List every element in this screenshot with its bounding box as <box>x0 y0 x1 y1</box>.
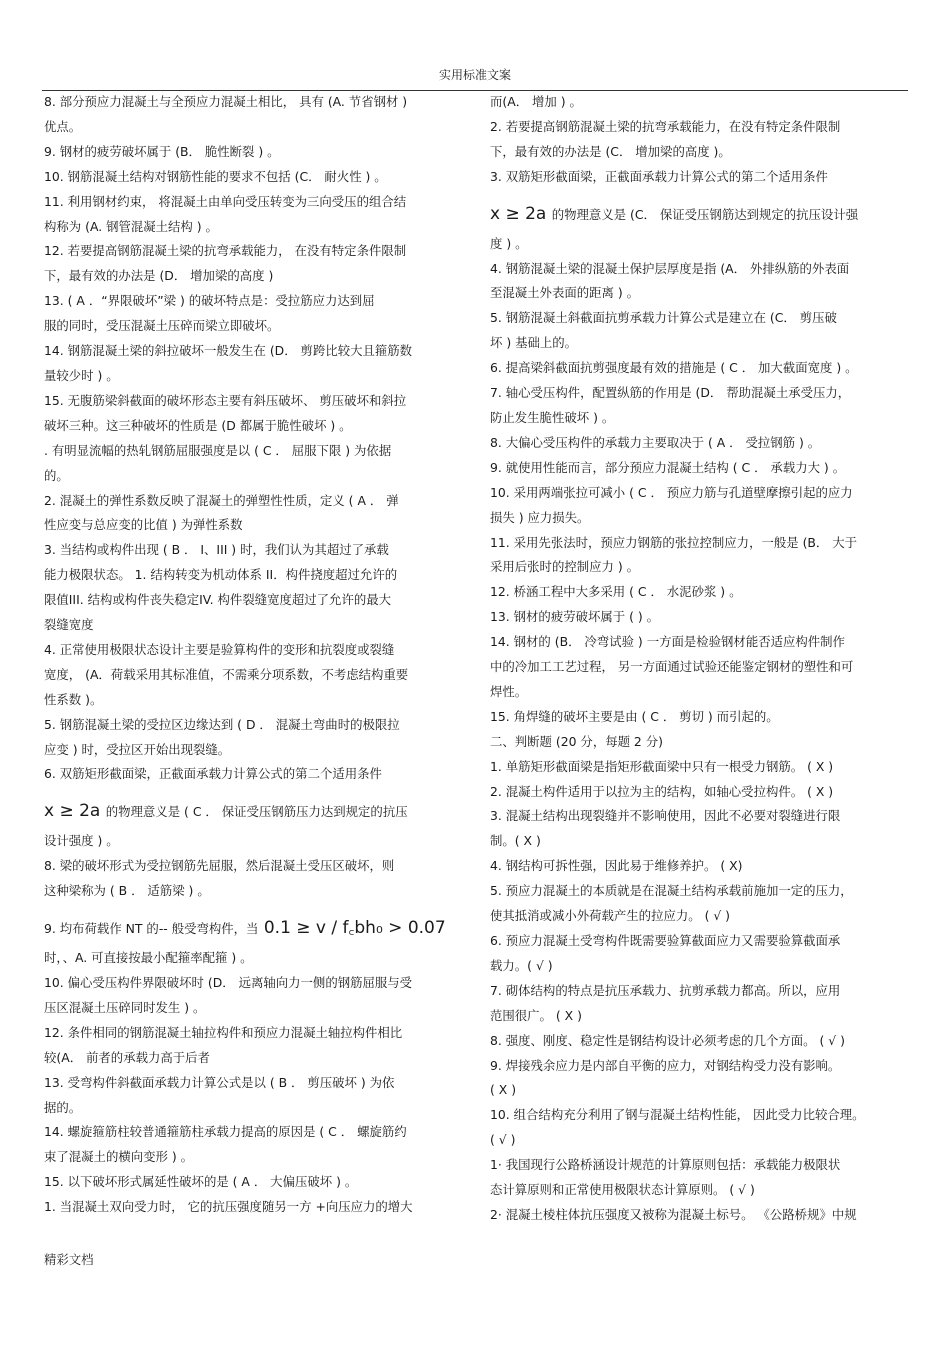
text-line: 11. 采用先张法时，预应力钢筋的张拉控制应力，一般是 (B． 大于 <box>490 534 858 550</box>
text-line: 4. 钢筋混凝土梁的混凝土保护层厚度是指 (A． 外排纵筋的外表面 <box>490 260 850 276</box>
formula-text: 的物理意义是 (C． 保证受压钢筋达到规定的抗压设计强 <box>551 206 859 222</box>
text-line: 量较少时 ) 。 <box>44 367 119 383</box>
text-line: 14. 螺旋箍筋柱较普通箍筋柱承载力提高的原因是 ( C ． 螺旋筋约 <box>44 1124 407 1140</box>
text-line: 焊性。 <box>490 683 528 699</box>
text-line: 2. 若要提高钢筋混凝土梁的抗弯承载能力，在没有特定条件限制 <box>490 118 841 134</box>
text-line: 7. 轴心受压构件，配置纵筋的作用是 (D． 帮助混凝土承受压力， <box>490 385 851 401</box>
text-line: 7. 砌体结构的特点是抗压承载力、抗剪承载力都高。所以，应用 <box>490 982 841 998</box>
formula-expression: x ≥ 2a <box>490 203 547 224</box>
text-line: 宽度， (A．荷载采用其标准值，不需乘分项系数，不考虑结构重要 <box>44 666 409 682</box>
text-line: 8. 梁的破坏形式为受拉钢筋先屈服，然后混凝土受压区破坏，则 <box>44 858 395 874</box>
text-line: 6. 预应力混凝土受弯构件既需要验算截面应力又需要验算截面承 <box>490 933 841 948</box>
text-line: 二、判断题 (20 分，每题 2 分) <box>490 733 663 749</box>
text-line: 1· 我国现行公路桥涵设计规范的计算原则包括：承载能力极限状 <box>490 1157 841 1173</box>
text-line: 13. ( A ．“界限破坏”梁 ) 的破坏特点是：受拉筋应力达到屈 <box>44 293 375 309</box>
text-line: 而(A． 增加 ) 。 <box>490 94 582 109</box>
text-line: 14. 钢材的 (B． 冷弯试验 ) 一方面是检验钢材能否适应构件制作 <box>490 634 845 650</box>
text-line: ( X ) <box>490 1082 517 1098</box>
text-line: 14. 钢筋混凝土梁的斜拉破坏一般发生在 (D． 剪跨比较大且箍筋数 <box>44 343 413 359</box>
text-line: 压区混凝土压碎同时发生 ) 。 <box>44 999 206 1015</box>
text-line: 12. 若要提高钢筋混凝土梁的抗弯承载能力， 在没有特定条件限制 <box>44 243 407 259</box>
text-line: 2. 混凝土的弹性系数反映了混凝土的弹塑性性质，定义 ( A ． 弹 <box>44 492 399 508</box>
text-line: 性应变与总应变的比值 ) 为弹性系数 <box>44 517 243 533</box>
text-line: ( √ ) <box>490 1132 516 1148</box>
text-line: 束了混凝土的横向变形 ) 。 <box>44 1149 194 1165</box>
text-line: 至混凝土外表面的距离 ) 。 <box>490 285 640 301</box>
text-line: 6. 提高梁斜截面抗剪强度最有效的措施是 ( C ． 加大截面宽度 ) 。 <box>490 360 858 376</box>
text-line: 8. 大偏心受压构件的承载力主要取决于 ( A ． 受拉钢筋 ) 。 <box>490 434 821 450</box>
text-line: 性系数 )。 <box>44 691 103 707</box>
right-column <box>490 90 910 1228</box>
text-line: 8. 部分预应力混凝土与全预应力混凝土相比， 具有 (A. 节省钢材 ) <box>44 94 408 109</box>
text-line: 10. 钢筋混凝土结构对钢筋性能的要求不包括 (C． 耐火性 ) 。 <box>44 168 387 184</box>
formula-text: 的物理意义是 ( C ． 保证受压钢筋压力达到规定的抗压 <box>105 804 408 820</box>
text-line: 12. 条件相同的钢筋混凝土轴拉构件和预应力混凝土轴拉构件相比 <box>44 1024 403 1040</box>
text-line: 据的。 <box>44 1099 82 1115</box>
text-line: 8. 强度、刚度、稳定性是钢结构设计必须考虑的几个方面。 ( √ ) <box>490 1032 845 1048</box>
text-line: 坏 ) 基础上的。 <box>490 335 578 351</box>
text-line: 的。 <box>44 467 69 483</box>
text-line: 限值III. 结构或构件丧失稳定IV. 构件裂缝宽度超过了允许的最大 <box>44 592 392 608</box>
text-line: 优点。 <box>44 118 82 134</box>
text-line: 3. 当结构或构件出现 ( B ． I、III ) 时，我们认为其超过了承载 <box>44 542 389 558</box>
text-line: 态计算原则和正常使用极限状态计算原则。 ( √ ) <box>490 1182 755 1198</box>
formula-expression: 0.1 ≥ v / f꜀bh₀ > 0.07 <box>263 918 446 939</box>
text-line: 较(A． 前者的承载力高于后者 <box>44 1049 210 1065</box>
text-line: 5. 钢筋混凝土斜截面抗剪承载力计算公式是建立在 (C． 剪压破 <box>490 310 837 326</box>
text-line: 采用后张时的控制应力 ) 。 <box>490 559 640 575</box>
text-line: 12. 桥涵工程中大多采用 ( C ． 水泥砂浆 ) 。 <box>490 584 742 600</box>
page-header: 实用标准文案 <box>438 68 511 82</box>
text-line: 3. 混凝土结构出现裂缝并不影响使用，因此不必要对裂缝进行限 <box>490 808 841 824</box>
left-column <box>44 90 464 1220</box>
text-line: 9. 钢材的疲劳破坏属于 (B． 脆性断裂 ) 。 <box>44 143 280 159</box>
formula-line <box>44 787 464 829</box>
text-line: 1. 单筋矩形截面梁是指矩形截面梁中只有一根受力钢筋。 ( X ) <box>490 758 834 774</box>
text-line: 下，最有效的办法是 (D． 增加梁的高度 ) <box>44 268 274 284</box>
text-line: 10. 组合结构充分利用了钢与混凝土结构性能， 因此受力比较合理。 <box>490 1107 865 1123</box>
text-line: 10. 偏心受压构件界限破坏时 (D． 远离轴向力一侧的钢筋屈服与受 <box>44 975 413 990</box>
text-line: 9. 就使用性能而言，部分预应力混凝土结构 ( C ． 承载力大 ) 。 <box>490 459 846 475</box>
formula-line <box>490 190 910 232</box>
text-line: 5. 预应力混凝土的本质就是在混凝土结构承载前施加一定的压力， <box>490 883 853 899</box>
text-line: 15. 无腹筋梁斜截面的破坏形态主要有斜压破坏、 剪压破坏和斜拉 <box>44 392 407 408</box>
text-line: 能力极限状态。 1. 结构转变为机动体系 II．构件挠度超过允许的 <box>44 567 398 583</box>
text-line: 范围很广。 ( X ) <box>490 1007 582 1023</box>
formula-line <box>44 904 464 946</box>
text-line: 15. 以下破坏形式属延性破坏的是 ( A ． 大偏压破坏 ) 。 <box>44 1174 358 1190</box>
text-line: 损失 ) 应力损失。 <box>490 509 590 525</box>
text-line: 服的同时，受压混凝土压碎而梁立即破坏。 <box>44 318 280 334</box>
text-line: 5. 钢筋混凝土梁的受拉区边缘达到 ( D ． 混凝土弯曲时的极限拉 <box>44 716 400 732</box>
text-line: 中的冷加工工艺过程， 另一方面通过试验还能鉴定钢材的塑性和可 <box>490 659 854 675</box>
text-line: 4. 正常使用极限状态设计主要是验算构件的变形和抗裂度或裂缝 <box>44 641 395 657</box>
text-line: 设计强度 ) 。 <box>44 833 119 849</box>
text-line: 这种梁称为 ( B ． 适筋梁 ) 。 <box>44 883 210 899</box>
text-line: 13. 钢材的疲劳破坏属于 ( ) 。 <box>490 609 660 625</box>
text-line: 应变 ) 时，受拉区开始出现裂缝。 <box>44 741 231 757</box>
text-line: 下，最有效的办法是 (C． 增加梁的高度 )。 <box>490 143 731 159</box>
text-line: 11. 利用钢材约束， 将混凝土由单向受压转变为三向受压的组合结 <box>44 193 407 209</box>
text-line: 时，、A. 可直接按最小配箍率配箍 ) 。 <box>44 950 253 966</box>
text-line: 度 ) 。 <box>490 235 528 251</box>
page-footer: 精彩文档 <box>44 1252 94 1267</box>
text-line: 裂缝宽度 <box>44 617 94 633</box>
text-line: 3. 双筋矩形截面梁，正截面承载力计算公式的第二个适用条件 <box>490 168 828 184</box>
text-line: 13. 受弯构件斜截面承载力计算公式是以 ( B ． 剪压破坏 ) 为依 <box>44 1074 395 1090</box>
formula-text: 9. 均布荷载作 NT 的-- 般受弯构件，当 <box>44 921 259 937</box>
text-line: 4. 钢结构可拆性强，因此易于维修养护。 ( X) <box>490 858 743 874</box>
text-line: 使其抵消或减小外荷载产生的拉应力。 ( √ ) <box>490 908 731 924</box>
formula-expression: x ≥ 2a <box>44 801 101 822</box>
text-line: 2. 混凝土构件适用于以拉为主的结构，如轴心受拉构件。 ( X ) <box>490 783 834 799</box>
text-line: 载力。( √ ) <box>490 957 553 973</box>
text-line: 1. 当混凝土双向受力时， 它的抗压强度随另一方 +向压应力的增大 <box>44 1199 413 1215</box>
text-line: 10. 采用两端张拉可减小 ( C ． 预应力筋与孔道壁摩擦引起的应力 <box>490 484 853 500</box>
text-line: 构称为 (A. 钢管混凝土结构 ) 。 <box>44 218 218 234</box>
text-line: 15. 角焊缝的破坏主要是由 ( C ． 剪切 ) 而引起的。 <box>490 708 779 724</box>
text-line: . 有明显流幅的热轧钢筋屈服强度是以 ( C ． 屈服下限 ) 为依据 <box>44 442 392 458</box>
text-line: 9. 焊接残余应力是内部自平衡的应力，对钢结构受力没有影响。 <box>490 1057 841 1073</box>
text-line: 6. 双筋矩形截面梁，正截面承载力计算公式的第二个适用条件 <box>44 766 382 782</box>
text-line: 2· 混凝土棱柱体抗压强度又被称为混凝土标号。 《公路桥规》中规 <box>490 1206 857 1222</box>
text-line: 破坏三种。这三种破坏的性质是 (D 都属于脆性破坏 ) 。 <box>44 417 352 433</box>
text-line: 制。( X ) <box>490 833 541 849</box>
text-line: 防止发生脆性破坏 ) 。 <box>490 409 615 425</box>
